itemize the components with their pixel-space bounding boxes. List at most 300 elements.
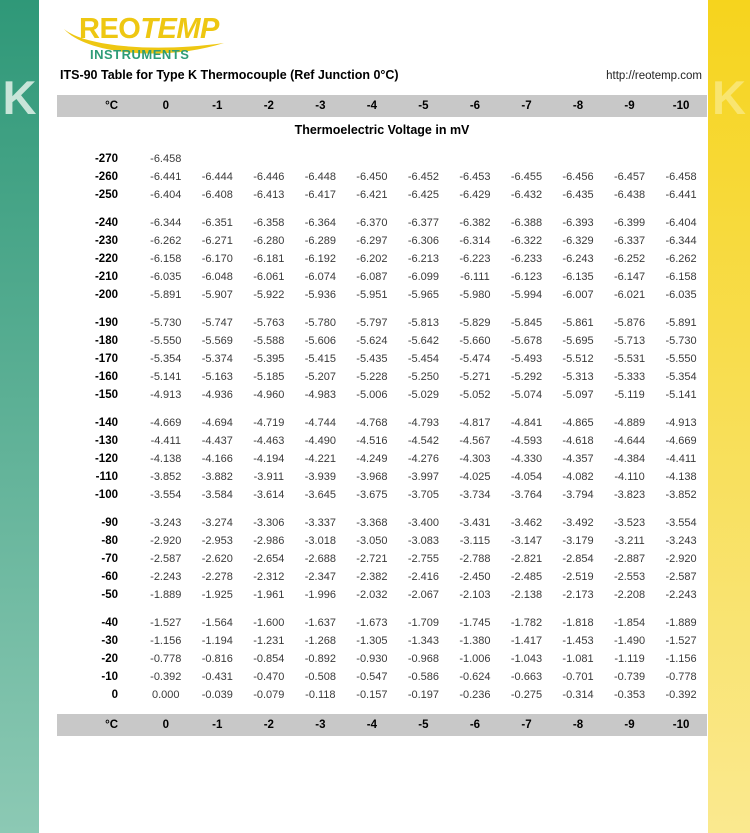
temperature-cell: -50: [101, 589, 118, 601]
voltage-cell: -4.593: [510, 435, 543, 447]
voltage-cell: -6.408: [201, 189, 233, 201]
row-group: [57, 614, 707, 704]
voltage-cell: -0.157: [356, 689, 388, 701]
voltage-cell: -1.043: [510, 653, 543, 665]
temperature-cell: -130: [94, 435, 118, 447]
col-header-cell: -4: [366, 100, 377, 112]
voltage-cell: -5.569: [201, 335, 233, 347]
voltage-cell: -4.960: [253, 389, 285, 401]
voltage-cell: -3.705: [407, 489, 440, 501]
row-group: [57, 214, 707, 304]
temperature-cell: -170: [94, 353, 118, 365]
voltage-cell: -4.437: [201, 435, 233, 447]
temperature-cell: 0: [111, 689, 118, 701]
voltage-cell: -6.399: [613, 217, 646, 229]
logo-subtext: INSTRUMENTS: [90, 47, 190, 62]
voltage-cell: -5.891: [150, 289, 182, 301]
table-row: [57, 650, 707, 668]
voltage-cell: -5.730: [665, 335, 697, 347]
voltage-cell: -5.163: [201, 371, 233, 383]
voltage-cell: -6.322: [510, 235, 543, 247]
voltage-cell: -6.087: [356, 271, 388, 283]
voltage-cell: -6.455: [510, 171, 543, 183]
voltage-cell: -6.202: [356, 253, 388, 265]
voltage-cell: -5.678: [510, 335, 543, 347]
voltage-cell: -3.614: [253, 489, 285, 501]
voltage-cell: -5.271: [459, 371, 491, 383]
temperature-cell: -60: [101, 571, 118, 583]
voltage-cell: -5.845: [510, 317, 543, 329]
voltage-cell: -6.170: [201, 253, 233, 265]
temperature-cell: -210: [94, 271, 118, 283]
type-k-letter-left: K: [2, 71, 37, 124]
voltage-cell: -4.166: [201, 453, 233, 465]
voltage-cell: -3.243: [665, 535, 697, 547]
col-header-cell: -9: [624, 100, 635, 112]
voltage-cell: -4.694: [201, 417, 233, 429]
voltage-cell: -0.079: [253, 689, 285, 701]
voltage-cell: -5.829: [459, 317, 491, 329]
temperature-cell: -140: [94, 417, 118, 429]
voltage-cell: -6.329: [562, 235, 594, 247]
voltage-cell: -4.054: [510, 471, 543, 483]
voltage-cell: -5.730: [150, 317, 182, 329]
voltage-cell: -2.920: [150, 535, 182, 547]
voltage-cell: -1.305: [356, 635, 388, 647]
voltage-cell: -6.099: [407, 271, 440, 283]
voltage-cell: -0.392: [150, 671, 182, 683]
voltage-cell: -2.347: [304, 571, 336, 583]
voltage-cell: -2.654: [253, 553, 285, 565]
column-header-row-top: [57, 95, 707, 117]
voltage-cell: -4.793: [407, 417, 440, 429]
voltage-cell: -6.438: [613, 189, 646, 201]
voltage-cell: -1.006: [459, 653, 491, 665]
voltage-cell: -2.788: [459, 553, 491, 565]
table-row: [57, 686, 707, 704]
voltage-cell: -6.429: [459, 189, 491, 201]
voltage-cell: -3.147: [510, 535, 543, 547]
voltage-cell: -2.887: [613, 553, 646, 565]
voltage-cell: -0.392: [665, 689, 697, 701]
temperature-cell: -40: [101, 617, 118, 629]
voltage-cell: -5.813: [407, 317, 440, 329]
voltage-cell: -1.156: [150, 635, 182, 647]
voltage-cell: -6.413: [253, 189, 285, 201]
voltage-cell: -5.228: [356, 371, 388, 383]
voltage-cell: -6.456: [562, 171, 594, 183]
temperature-cell: -10: [101, 671, 118, 683]
temperature-cell: -260: [94, 171, 118, 183]
voltage-cell: -1.673: [356, 617, 388, 629]
voltage-cell: -5.907: [201, 289, 233, 301]
voltage-cell: -4.490: [304, 435, 336, 447]
table-row: [57, 314, 707, 332]
voltage-cell: -2.208: [613, 589, 646, 601]
temperature-cell: -220: [94, 253, 118, 265]
col-header-cell: -6: [469, 719, 481, 731]
voltage-cell: -6.432: [510, 189, 543, 201]
voltage-cell: -0.314: [562, 689, 594, 701]
temperature-cell: -200: [94, 289, 118, 301]
voltage-cell: -0.816: [201, 653, 233, 665]
voltage-cell: -2.688: [304, 553, 336, 565]
voltage-cell: -6.388: [510, 217, 543, 229]
voltage-cell: -6.351: [201, 217, 233, 229]
voltage-cell: -1.268: [304, 635, 336, 647]
col-header-cell: -3: [315, 100, 326, 112]
temperature-cell: -110: [95, 471, 118, 483]
voltage-cell: -5.876: [613, 317, 646, 329]
voltage-cell: -0.701: [562, 671, 594, 683]
voltage-cell: -5.588: [253, 335, 285, 347]
voltage-cell: -2.485: [510, 571, 543, 583]
sidebar-right: [708, 0, 750, 833]
voltage-cell: -6.061: [253, 271, 285, 283]
voltage-cell: -5.141: [665, 389, 697, 401]
voltage-cell: -3.018: [304, 535, 336, 547]
voltage-cell: -6.452: [407, 171, 440, 183]
voltage-cell: -1.889: [665, 617, 697, 629]
voltage-cell: -0.586: [407, 671, 440, 683]
col-header-cell: 0: [162, 719, 169, 731]
voltage-cell: -5.052: [459, 389, 491, 401]
website-url: http://reotemp.com: [606, 70, 702, 82]
voltage-cell: -4.110: [614, 471, 645, 483]
voltage-cell: -4.841: [510, 417, 543, 429]
voltage-cell: -0.431: [201, 671, 233, 683]
voltage-cell: -5.747: [201, 317, 233, 329]
voltage-cell: -6.441: [665, 189, 697, 201]
voltage-cell: -6.417: [304, 189, 336, 201]
voltage-cell: -3.882: [201, 471, 233, 483]
voltage-cell: -4.138: [150, 453, 182, 465]
col-header-cell: -1: [212, 719, 223, 731]
table-row: [57, 150, 707, 168]
voltage-cell: -0.663: [510, 671, 543, 683]
voltage-cell: -1.996: [304, 589, 336, 601]
voltage-cell: -2.821: [510, 553, 543, 565]
voltage-cell: -5.354: [150, 353, 182, 365]
voltage-cell: -4.889: [613, 417, 646, 429]
voltage-cell: -6.289: [304, 235, 336, 247]
voltage-cell: -3.274: [201, 517, 233, 529]
voltage-cell: -2.854: [562, 553, 594, 565]
voltage-cell: -5.994: [510, 289, 543, 301]
voltage-cell: -5.624: [356, 335, 388, 347]
voltage-cell: -5.119: [614, 389, 645, 401]
voltage-cell: -0.854: [253, 653, 285, 665]
voltage-cell: -3.554: [150, 489, 182, 501]
voltage-cell: -0.039: [201, 689, 233, 701]
voltage-cell: -5.493: [510, 353, 543, 365]
temperature-cell: -90: [101, 517, 118, 529]
voltage-cell: -2.519: [562, 571, 594, 583]
voltage-cell: -1.081: [562, 653, 594, 665]
voltage-cell: -6.007: [562, 289, 594, 301]
table-row: [57, 614, 707, 632]
voltage-cell: -5.695: [562, 335, 594, 347]
voltage-cell: -6.111: [460, 271, 490, 283]
voltage-cell: -3.306: [253, 517, 285, 529]
voltage-cell: -0.275: [510, 689, 543, 701]
voltage-cell: -6.421: [356, 189, 388, 201]
voltage-cell: -3.584: [201, 489, 233, 501]
temperature-cell: -20: [101, 653, 118, 665]
voltage-cell: -1.417: [510, 635, 543, 647]
voltage-cell: -4.463: [253, 435, 285, 447]
temperature-cell: -180: [94, 335, 118, 347]
voltage-cell: -5.395: [253, 353, 285, 365]
voltage-cell: -5.029: [407, 389, 440, 401]
voltage-cell: -4.913: [150, 389, 182, 401]
voltage-cell: -3.911: [253, 471, 285, 483]
voltage-cell: -5.097: [562, 389, 594, 401]
table-row: [57, 486, 707, 504]
voltage-cell: -6.453: [459, 171, 491, 183]
voltage-cell: -6.280: [253, 235, 285, 247]
voltage-cell: -6.458: [150, 153, 182, 165]
voltage-cell: -0.547: [356, 671, 388, 683]
voltage-cell: -5.965: [407, 289, 440, 301]
voltage-cell: -6.271: [201, 235, 233, 247]
logo-wordmark: [79, 13, 219, 46]
voltage-cell: -2.755: [407, 553, 440, 565]
voltage-cell: -5.606: [304, 335, 336, 347]
voltage-cell: -3.179: [562, 535, 594, 547]
voltage-cell: -0.236: [459, 689, 491, 701]
table-row: [57, 214, 707, 232]
temperature-cell: -100: [94, 489, 118, 501]
voltage-cell: -2.721: [356, 553, 388, 565]
voltage-cell: -6.192: [304, 253, 336, 265]
voltage-cell: -5.313: [562, 371, 594, 383]
type-k-letter-right: K: [712, 71, 746, 124]
voltage-cell: -2.032: [356, 589, 388, 601]
voltage-cell: -5.207: [304, 371, 336, 383]
temperature-cell: -190: [94, 317, 118, 329]
col-header-cell: -5: [418, 100, 429, 112]
col-header-cell: -7: [521, 100, 532, 112]
voltage-cell: -5.891: [665, 317, 697, 329]
col-header-cell: -10: [672, 100, 690, 112]
voltage-cell: -3.337: [304, 517, 336, 529]
page-title: ITS-90 Table for Type K Thermocouple (Ref Junction 0°C): [60, 68, 399, 82]
voltage-cell: -4.542: [407, 435, 440, 447]
voltage-cell: -3.083: [407, 535, 440, 547]
voltage-cell: -6.450: [356, 171, 388, 183]
table-subtitle: Thermoelectric Voltage in mV: [294, 123, 470, 137]
voltage-cell: -4.865: [562, 417, 594, 429]
temperature-cell: -150: [94, 389, 118, 401]
voltage-cell: -5.141: [150, 371, 182, 383]
table-row: [57, 632, 707, 650]
voltage-cell: -5.951: [356, 289, 388, 301]
voltage-cell: -5.074: [510, 389, 543, 401]
voltage-cell: -4.644: [613, 435, 646, 447]
voltage-cell: -6.435: [562, 189, 594, 201]
voltage-cell: -6.446: [253, 171, 285, 183]
voltage-cell: -6.425: [407, 189, 440, 201]
row-group: [57, 414, 707, 504]
temperature-cell: -80: [101, 535, 118, 547]
voltage-cell: -1.782: [510, 617, 543, 629]
voltage-cell: -6.458: [665, 171, 697, 183]
voltage-cell: -6.457: [613, 171, 646, 183]
voltage-cell: -3.734: [459, 489, 491, 501]
voltage-cell: -3.554: [665, 517, 697, 529]
table-row: [57, 250, 707, 268]
voltage-cell: -5.435: [356, 353, 388, 365]
temperature-cell: -160: [94, 371, 118, 383]
voltage-cell: -2.382: [356, 571, 388, 583]
voltage-cell: -4.138: [665, 471, 697, 483]
voltage-cell: -6.337: [613, 235, 646, 247]
voltage-cell: -4.768: [356, 417, 388, 429]
col-header-cell: -7: [521, 719, 532, 731]
voltage-cell: -6.262: [665, 253, 697, 265]
voltage-cell: -5.454: [407, 353, 440, 365]
table-row: [57, 514, 707, 532]
voltage-cell: -5.861: [562, 317, 594, 329]
voltage-cell: -1.961: [253, 589, 285, 601]
voltage-cell: -3.243: [150, 517, 182, 529]
voltage-cell: -1.490: [613, 635, 646, 647]
voltage-cell: -4.082: [562, 471, 594, 483]
voltage-cell: -6.213: [407, 253, 440, 265]
temperature-cell: -70: [101, 553, 118, 565]
voltage-cell: -3.431: [459, 517, 491, 529]
reotemp-logo: [62, 5, 247, 65]
unit-header-cell: °C: [105, 100, 118, 112]
voltage-cell: -1.637: [304, 617, 336, 629]
voltage-cell: -6.021: [613, 289, 646, 301]
voltage-cell: -1.564: [201, 617, 233, 629]
voltage-cell: -5.185: [253, 371, 285, 383]
voltage-cell: -2.278: [201, 571, 233, 583]
voltage-cell: -2.103: [459, 589, 491, 601]
voltage-cell: -0.778: [665, 671, 697, 683]
voltage-cell: -6.262: [150, 235, 182, 247]
voltage-cell: -5.333: [613, 371, 646, 383]
voltage-cell: -6.404: [150, 189, 182, 201]
voltage-cell: -4.983: [304, 389, 336, 401]
voltage-cell: -6.233: [510, 253, 543, 265]
voltage-cell: -1.527: [150, 617, 182, 629]
col-header-cell: 0: [162, 100, 169, 112]
voltage-cell: -2.587: [150, 553, 182, 565]
voltage-cell: -4.936: [201, 389, 233, 401]
voltage-cell: -2.416: [407, 571, 440, 583]
table-row: [57, 286, 707, 304]
voltage-cell: -3.115: [459, 535, 491, 547]
voltage-cell: -1.343: [407, 635, 440, 647]
voltage-cell: -6.306: [407, 235, 440, 247]
voltage-cell: -1.527: [665, 635, 697, 647]
voltage-cell: -4.567: [459, 435, 491, 447]
table-row: [57, 268, 707, 286]
voltage-cell: -3.852: [150, 471, 182, 483]
voltage-cell: -5.006: [356, 389, 388, 401]
voltage-cell: -3.211: [614, 535, 645, 547]
voltage-cell: -5.474: [459, 353, 491, 365]
col-header-cell: -2: [263, 719, 274, 731]
voltage-cell: -2.173: [562, 589, 594, 601]
voltage-cell: -1.194: [201, 635, 233, 647]
table-row: [57, 368, 707, 386]
voltage-cell: -3.764: [510, 489, 543, 501]
voltage-cell: -1.231: [253, 635, 285, 647]
table-row: [57, 668, 707, 686]
voltage-cell: -3.852: [665, 489, 697, 501]
column-header-row-bottom: [57, 714, 707, 736]
voltage-cell: -6.123: [510, 271, 543, 283]
voltage-cell: -5.922: [253, 289, 285, 301]
row-group: [57, 150, 707, 204]
voltage-cell: -5.292: [510, 371, 543, 383]
voltage-cell: -0.930: [356, 653, 388, 665]
voltage-cell: -5.660: [459, 335, 491, 347]
voltage-cell: -3.794: [562, 489, 594, 501]
voltage-cell: -6.147: [613, 271, 646, 283]
table-row: [57, 350, 707, 368]
voltage-cell: -6.252: [613, 253, 646, 265]
voltage-cell: -4.669: [665, 435, 697, 447]
voltage-cell: -6.358: [253, 217, 285, 229]
voltage-cell: -4.744: [304, 417, 336, 429]
table-row: [57, 586, 707, 604]
table-row: [57, 432, 707, 450]
voltage-cell: -0.739: [613, 671, 646, 683]
voltage-cell: -6.135: [562, 271, 594, 283]
voltage-cell: -4.411: [150, 435, 181, 447]
voltage-cell: -0.968: [407, 653, 440, 665]
voltage-cell: -3.523: [613, 517, 646, 529]
voltage-cell: -4.303: [459, 453, 491, 465]
voltage-cell: -5.250: [407, 371, 440, 383]
voltage-cell: -3.645: [304, 489, 336, 501]
table-row: [57, 568, 707, 586]
sidebar-left: [0, 0, 39, 833]
voltage-cell: -3.492: [562, 517, 594, 529]
voltage-cell: -1.453: [562, 635, 594, 647]
table-row: [57, 232, 707, 250]
voltage-cell: -6.404: [665, 217, 697, 229]
row-group: [57, 514, 707, 604]
voltage-cell: -6.048: [201, 271, 233, 283]
table-row: [57, 414, 707, 432]
voltage-cell: -5.550: [150, 335, 182, 347]
voltage-cell: -3.823: [613, 489, 646, 501]
voltage-cell: -6.314: [459, 235, 491, 247]
title-bar: [60, 68, 702, 82]
voltage-cell: -6.444: [201, 171, 233, 183]
table-row: [57, 186, 707, 204]
voltage-cell: -4.357: [562, 453, 594, 465]
voltage-cell: -4.330: [510, 453, 543, 465]
voltage-cell: -0.778: [150, 653, 182, 665]
voltage-cell: -4.913: [665, 417, 697, 429]
col-header-cell: -6: [469, 100, 481, 112]
voltage-cell: -1.745: [459, 617, 491, 629]
voltage-cell: -6.364: [304, 217, 336, 229]
voltage-cell: -3.968: [356, 471, 388, 483]
voltage-cell: -2.953: [201, 535, 233, 547]
voltage-cell: -4.411: [665, 453, 697, 465]
voltage-cell: -1.156: [665, 653, 697, 665]
voltage-cell: -6.181: [253, 253, 285, 265]
voltage-cell: -0.892: [304, 653, 336, 665]
